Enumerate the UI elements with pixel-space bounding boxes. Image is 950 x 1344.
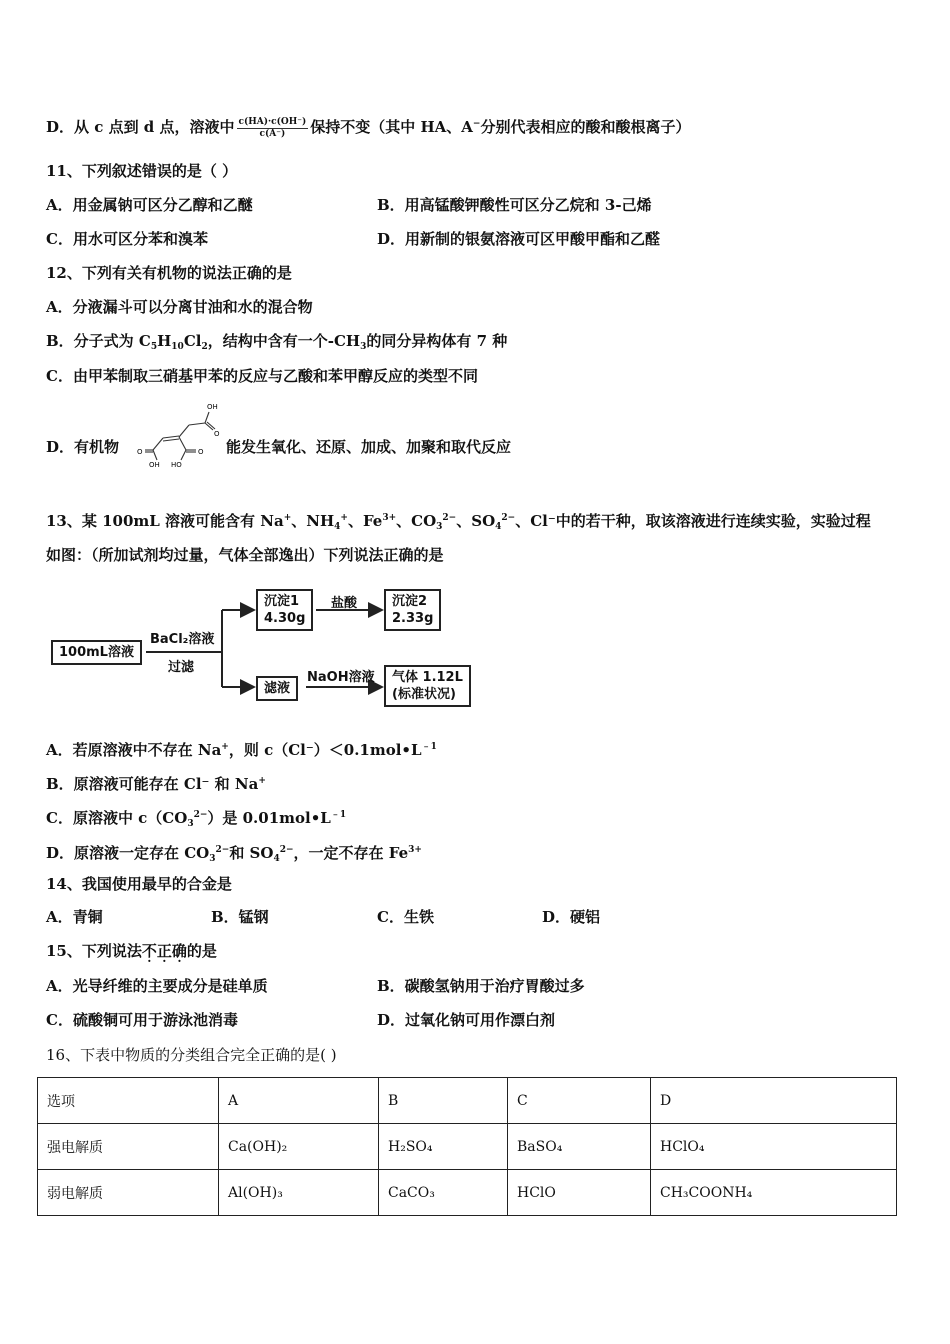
q10-option-d: D．从 c 点到 d 点，溶液中 $\frac{c(HA)\cdot c(OH^-)}{c(A^-)}$ 保持不变（其中 HA、A−分别代表相应的酸和酸根离子） xyxy=(46,116,691,139)
struct-label-oh-top: OH xyxy=(207,403,218,411)
ratio-fraction: $\frac{c(HA)\cdot c(OH^-)}{c(A^-)}$ xyxy=(238,116,307,139)
table-cell: HClO xyxy=(508,1170,651,1216)
struct-label-o-left: O xyxy=(137,448,143,456)
q11-option-c: C．用水可区分苯和溴苯 xyxy=(46,230,208,248)
q15-option-d: D．过氧化钠可用作漂白剂 xyxy=(377,1011,556,1029)
table-cell: CaCO₃ xyxy=(379,1170,508,1216)
flow-precipitate1-box: 沉淀1 4.30g xyxy=(256,589,313,631)
table-row xyxy=(38,1170,897,1216)
flow-precipitate2-box: 沉淀2 2.33g xyxy=(384,589,441,631)
q15-option-b: B．碳酸氢钠用于治疗胃酸过多 xyxy=(377,977,585,995)
q11-option-a: A．用金属钠可区分乙醇和乙醚 xyxy=(46,196,253,214)
table-header-cell: 选项 xyxy=(38,1078,219,1124)
q14-option-c: C．生铁 xyxy=(377,908,434,926)
q15-option-a: A．光导纤维的主要成分是硅单质 xyxy=(46,977,268,995)
table-cell: HClO₄ xyxy=(651,1124,897,1170)
table-cell: Al(OH)₃ xyxy=(219,1170,379,1216)
flow-reagent-bacl2: BaCl₂溶液 xyxy=(150,632,215,647)
table-cell: 弱电解质 xyxy=(38,1170,219,1216)
q15-stem: 15、下列说法不正确的是 xyxy=(46,942,217,960)
table-header-cell: D xyxy=(651,1078,897,1124)
q14-option-b: B．锰钢 xyxy=(211,908,269,926)
q16-stem: 16、下表中物质的分类组合完全正确的是( ) xyxy=(46,1046,337,1064)
q11-option-d: D．用新制的银氨溶液可区甲酸甲酯和乙醛 xyxy=(377,230,661,248)
q13-option-d: D．原溶液一定存在 $CO_3^{2-}$和 $SO_4^{2-}$，一定不存在 $Fe^{3+}$ xyxy=(46,844,422,864)
q14-stem: 14、我国使用最早的合金是 xyxy=(46,875,232,893)
q12-option-b: B．分子式为 $C_5H_{10}Cl_2$，结构中含有一个$-CH_3$的同分异构体有 7 种 xyxy=(46,332,508,352)
table-header-cell: C xyxy=(508,1078,651,1124)
q11-stem: 11、下列叙述错误的是（ ） xyxy=(46,162,238,180)
flow-filter-label: 过滤 xyxy=(168,660,195,675)
table-header-row xyxy=(38,1078,897,1124)
q13-option-c: C．原溶液中 $c(CO_3^{2-})$是 $0.01mol•L^{﹣1}$ xyxy=(46,809,347,829)
q13-stem-line2: 如图：（所加试剂均过量，气体全部逸出）下列说法正确的是 xyxy=(46,546,444,564)
table-header-cell: A xyxy=(219,1078,379,1124)
q13-option-a: A．若原溶液中不存在 Na+，则 $c(Cl^-)<0.1mol•L^{﹣1}$ xyxy=(46,741,437,759)
table-row xyxy=(38,1124,897,1170)
struct-label-ho: HO xyxy=(171,461,182,469)
q12-option-d-prefix: D．有机物 xyxy=(46,438,120,456)
struct-label-o-mid: O xyxy=(198,448,204,456)
q12-stem: 12、下列有关有机物的说法正确的是 xyxy=(46,264,292,282)
q13-stem-line1: 13、某 100mL 溶液可能含有 Na+、$NH_4^+$、$Fe^{3+}$、$CO_3^{2-}$、$SO_4^{2-}$、Cl⁻中的若干种，取该溶液进行连续实验，实验过程 xyxy=(46,512,871,532)
classification-table xyxy=(37,1077,897,1216)
table-cell: H₂SO₄ xyxy=(379,1124,508,1170)
q15-option-c: C．硫酸铜可用于游泳池消毒 xyxy=(46,1011,238,1029)
q11-option-b: B．用高锰酸钾酸性可区分乙烷和 3-己烯 xyxy=(377,196,652,214)
q12-option-a: A．分液漏斗可以分离甘油和水的混合物 xyxy=(46,298,313,316)
q12-option-c: C．由甲苯制取三硝基甲苯的反应与乙酸和苯甲醇反应的类型不同 xyxy=(46,367,478,385)
flow-naoh-label: NaOH溶液 xyxy=(307,670,375,685)
table-cell: CH₃COONH₄ xyxy=(651,1170,897,1216)
q12-option-d-suffix: 能发生氧化、还原、加成、加聚和取代反应 xyxy=(226,438,512,456)
table-cell: 强电解质 xyxy=(38,1124,219,1170)
q14-option-d: D．硬铝 xyxy=(542,908,601,926)
struct-label-oh-left: OH xyxy=(149,461,160,469)
struct-label-o-right: O xyxy=(214,430,220,438)
flow-hcl-label: 盐酸 xyxy=(331,596,358,611)
flow-start-box: 100mL溶液 xyxy=(51,640,142,665)
q13-option-b: B．原溶液可能存在 Cl⁻ 和 Na+ xyxy=(46,775,266,793)
table-cell: Ca(OH)₂ xyxy=(219,1124,379,1170)
table-cell: BaSO₄ xyxy=(508,1124,651,1170)
q14-option-a: A．青铜 xyxy=(46,908,103,926)
table-header-cell: B xyxy=(379,1078,508,1124)
flow-gas-box: 气体 1.12L (标准状况) xyxy=(384,665,471,707)
flow-filtrate-box: 滤液 xyxy=(256,676,298,701)
